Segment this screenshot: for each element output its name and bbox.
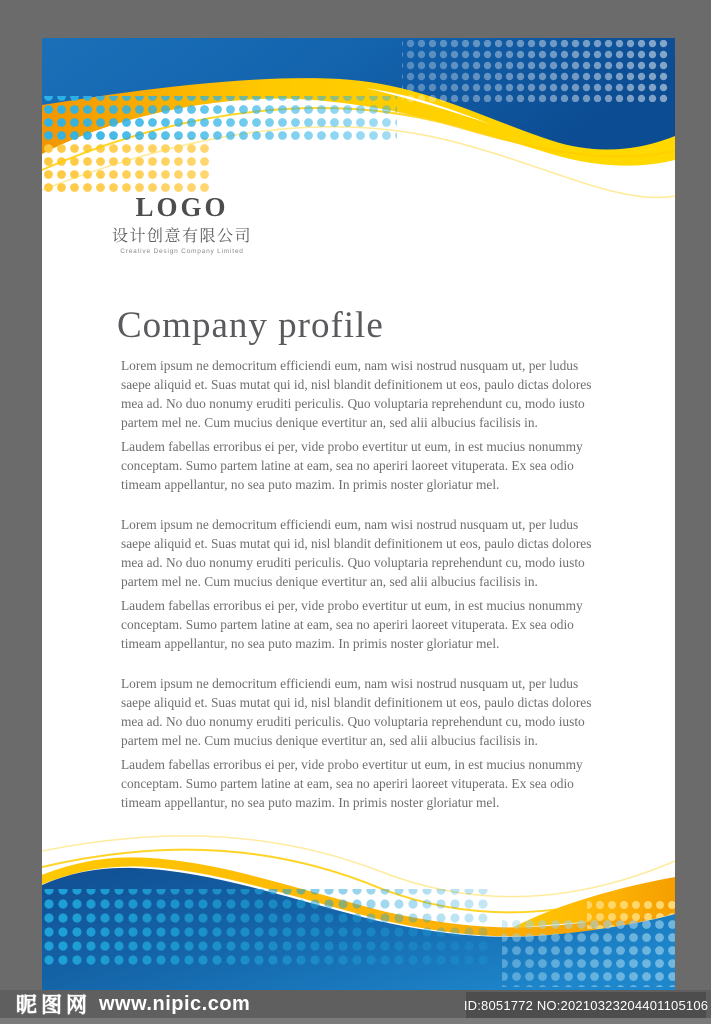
footer-strip [0, 1018, 711, 1024]
nipic-logo-text: 昵图网 [16, 994, 91, 1017]
text-section [121, 674, 605, 812]
paragraph-laudem: Laudem fabellas erroribus ei per, vide probo evertitur ut eum, in est mucius nonummy conceptam. Sumo partem latine at eam, sea no aperiri laoreet vituperata. Ex sea odio timeam appellantur, no sea puto mazim. In primis noster gloriatur mel. [121, 439, 583, 492]
paragraph-laudem: Laudem fabellas erroribus ei per, vide probo evertitur ut eum, in est mucius nonummy conceptam. Sumo partem latine at eam, sea no aperiri laoreet vituperata. Ex sea odio timeam appellantur, no sea puto mazim. In primis noster gloriatur mel. [121, 598, 583, 651]
paragraph-lorem: Lorem ipsum ne democritum efficiendi eum, nam wisi nostrud nusquam ut, per ludus saepe aliquid et. Suas mutat qui id, nisl blandit definitionem ut eos, paulo dictas dolores mea ad. No duo nonumy eruditi periculis. Quo voluptaria reprehendunt cu, modo iusto partem mel ne. Cum mucius denique evertitur an, sed alii albucius facilisis in. [121, 358, 592, 430]
letterhead-page [42, 38, 675, 990]
text-section [121, 515, 605, 653]
image-id-badge: ID:8051772 NO:20210323204401105106 [466, 992, 706, 1018]
watermark-footer-bar [0, 990, 711, 1024]
body-content [121, 356, 605, 833]
text-section [121, 356, 605, 494]
logo-text: LOGO [135, 192, 229, 222]
company-logo [97, 193, 267, 255]
logo-company-name-cn: 设计创意有限公司 [111, 228, 252, 246]
nipic-url: www.nipic.com [99, 992, 251, 1015]
nipic-watermark [16, 990, 250, 1018]
paragraph-lorem: Lorem ipsum ne democritum efficiendi eum, nam wisi nostrud nusquam ut, per ludus saepe aliquid et. Suas mutat qui id, nisl blandit definitionem ut eos, paulo dictas dolores mea ad. No duo nonumy eruditi periculis. Quo voluptaria reprehendunt cu, modo iusto partem mel ne. Cum mucius denique evertitur an, sed alii albucius facilisis in. [121, 517, 592, 589]
bottom-wave-decoration [42, 827, 675, 990]
paragraph-laudem: Laudem fabellas erroribus ei per, vide probo evertitur ut eum, in est mucius nonummy conceptam. Sumo partem latine at eam, sea no aperiri laoreet vituperata. Ex sea odio timeam appellantur, no sea puto mazim. In primis noster gloriatur mel. [121, 757, 583, 810]
logo-company-name-en: Creative Design Company Limited [120, 248, 244, 256]
paragraph-lorem: Lorem ipsum ne democritum efficiendi eum, nam wisi nostrud nusquam ut, per ludus saepe aliquid et. Suas mutat qui id, nisl blandit definitionem ut eos, paulo dictas dolores mea ad. No duo nonumy eruditi periculis. Quo voluptaria reprehendunt cu, modo iusto partem mel ne. Cum mucius denique evertitur an, sed alii albucius facilisis in. [121, 676, 592, 748]
page-title: Company profile [117, 304, 384, 346]
